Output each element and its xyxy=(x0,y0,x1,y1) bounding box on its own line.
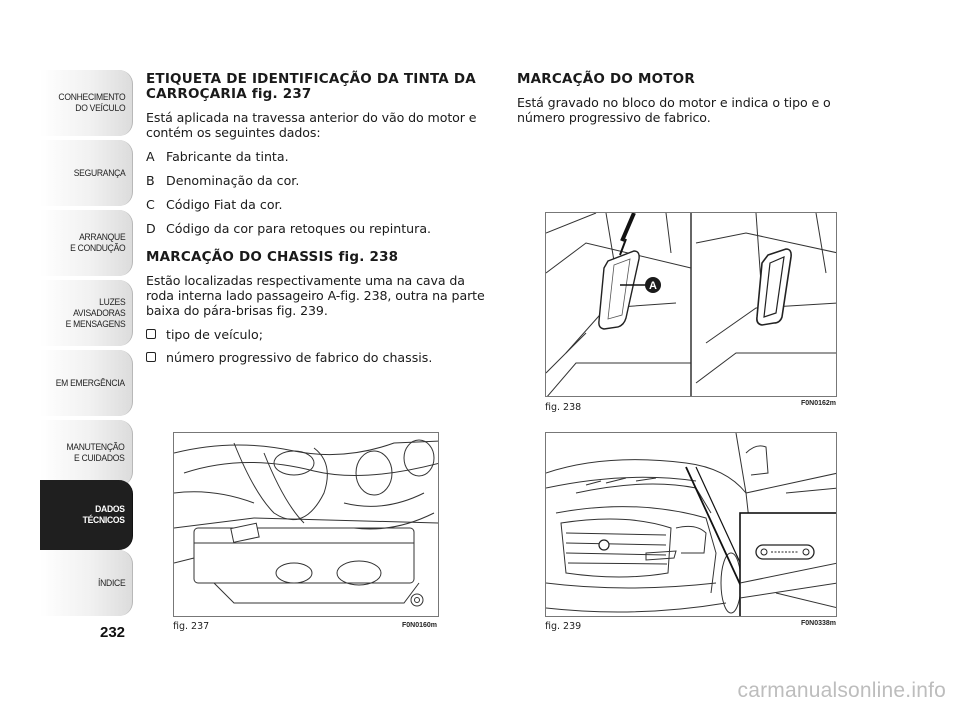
engine-text: Está gravado no bloco do motor e indica o tipo e o número progressivo de fabrico. xyxy=(517,95,831,125)
engine-heading: MARCAÇÃO DO MOTOR xyxy=(517,71,695,87)
tab-label: SEGURANÇA xyxy=(73,167,125,179)
paint-item xyxy=(146,197,496,212)
tab-label: CONHECIMENTO DO VEÍCULO xyxy=(58,92,125,114)
page-number: 232 xyxy=(100,624,126,641)
tab-label: ARRANQUE E CONDUÇÃO xyxy=(69,232,125,254)
chassis-bullet-text: número progressivo de fabrico do chassis. xyxy=(166,350,433,365)
chassis-intro: Estão localizadas respectivamente uma na cava da roda interna lado passageiro A-fig. 238, outra na parte baixa do pára-brisas fig. 239. xyxy=(146,273,485,318)
plate-closeup xyxy=(757,249,791,325)
figure-238-code: F0N0162m xyxy=(801,400,837,407)
figure-239-van-front xyxy=(545,432,837,617)
engine-bay-illustration xyxy=(174,433,439,617)
tab-arranque-e-conducao[interactable] xyxy=(40,210,133,276)
figure-238-caption: fig. 238 xyxy=(545,402,582,413)
right-text-column xyxy=(517,72,847,134)
left-text-column xyxy=(146,72,496,373)
tab-label: DADOS TÉCNICOS xyxy=(82,504,125,526)
paint-item-text: Código da cor para retoques ou repintura. xyxy=(166,221,432,236)
figure-239-code: F0N0338m xyxy=(801,620,837,627)
van-front-illustration xyxy=(546,433,837,617)
paint-item-letter: D xyxy=(146,221,156,236)
paint-item-letter: A xyxy=(146,149,155,164)
paint-item-text: Fabricante da tinta. xyxy=(166,149,289,164)
windscreen-closeup xyxy=(740,513,837,617)
checkbox-bullet-icon xyxy=(146,329,156,339)
chassis-plate xyxy=(599,251,639,329)
paint-item-letter: B xyxy=(146,173,155,188)
tab-label: LUZES AVISADORAS E MENSAGENS xyxy=(65,296,125,330)
tab-seguranca[interactable] xyxy=(40,140,133,206)
callout-a-label: A xyxy=(649,280,657,292)
brand-badge-icon xyxy=(599,540,609,550)
chassis-bullet xyxy=(146,327,496,342)
tab-label: MANUTENÇÃO E CUIDADOS xyxy=(66,442,125,464)
watermark: carmanualsonline.info xyxy=(737,679,946,702)
figure-237-code: F0N0160m xyxy=(402,622,438,629)
wheel-arch-illustration xyxy=(546,213,837,397)
figure-237-caption: fig. 237 xyxy=(173,621,210,632)
paint-item-text: Denominação da cor. xyxy=(166,173,300,188)
tab-label: EM EMERGÊNCIA xyxy=(55,377,125,389)
paint-item xyxy=(146,149,496,164)
tab-manutencao-e-cuidados[interactable] xyxy=(40,420,133,486)
paint-item-letter: C xyxy=(146,197,155,212)
tab-em-emergencia[interactable] xyxy=(40,350,133,416)
tab-luzes-avisadoras[interactable] xyxy=(40,280,133,346)
tab-dados-tecnicos[interactable] xyxy=(40,480,133,550)
chassis-bullet xyxy=(146,350,496,365)
checkbox-bullet-icon xyxy=(146,352,156,362)
tab-indice[interactable] xyxy=(40,550,133,616)
figure-238-wheel-arch xyxy=(545,212,837,397)
paint-item xyxy=(146,173,496,188)
tab-conhecimento-do-veiculo[interactable] xyxy=(40,70,133,136)
chassis-heading: MARCAÇÃO DO CHASSIS fig. 238 xyxy=(146,249,399,265)
paint-label-heading: ETIQUETA DE IDENTIFICAÇÃO DA TINTA DA CARROÇARIA fig. 237 xyxy=(146,71,476,102)
paint-item-text: Código Fiat da cor. xyxy=(166,197,283,212)
tab-label: ÍNDICE xyxy=(97,577,125,589)
chassis-bullet-text: tipo de veículo; xyxy=(166,327,263,342)
paint-label-intro: Está aplicada na travessa anterior do vão do motor e contém os seguintes dados: xyxy=(146,110,477,140)
paint-item xyxy=(146,221,496,236)
figure-237-engine-bay xyxy=(173,432,439,617)
figure-239-caption: fig. 239 xyxy=(545,621,582,632)
